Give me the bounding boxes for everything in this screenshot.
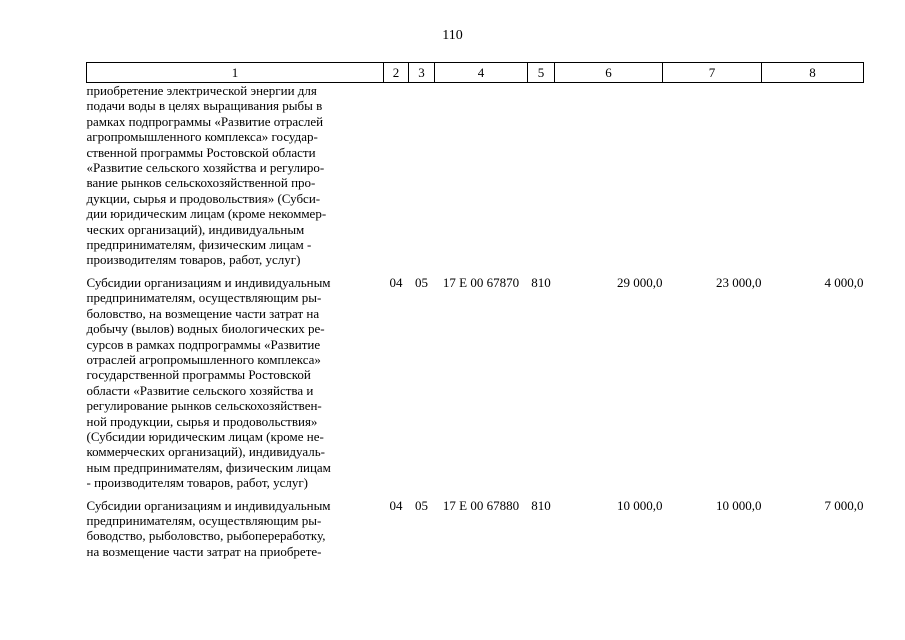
cell-subsection: 05 (415, 274, 428, 290)
header-row (87, 63, 864, 83)
table-row (87, 498, 864, 560)
description-line: добычу (вылов) водных биологических ре- (86, 321, 325, 337)
cell-amount-1: 10 000,0 (617, 497, 663, 513)
cell-expense-type: 810 (531, 497, 551, 513)
description-line: на возмещение части затрат на приобрете- (86, 543, 322, 559)
table-row (87, 275, 864, 491)
cell-section (384, 83, 409, 268)
row-gap (87, 491, 864, 498)
cell-amount-2 (663, 83, 762, 268)
description-line: регулирование рынков сельскохозяйствен- (86, 398, 322, 414)
cell-section: 04 (389, 274, 403, 290)
row-gap (87, 268, 864, 275)
cell-section: 04 (389, 497, 403, 513)
cell-expense-type (528, 83, 555, 268)
header-col-2: 2 (384, 63, 409, 83)
description-line: агропромышленного комплекса» государ- (86, 129, 318, 145)
description-line: «Развитие сельского хозяйства и регулиро- (86, 160, 325, 176)
cell-amount-3: 4 000,0 (824, 274, 864, 290)
cell-target-code: 17 Е 00 67870 (442, 274, 520, 290)
table-row (87, 83, 864, 268)
cell-subsection: 05 (415, 497, 428, 513)
cell-target-code (435, 83, 528, 268)
cell-amount-1: 29 000,0 (617, 274, 663, 290)
description-line: государственной программы Ростовской (86, 367, 311, 383)
header-col-7: 7 (663, 63, 762, 83)
header-col-5: 5 (528, 63, 555, 83)
description-line: предпринимателям, осуществляющим ры- (86, 512, 322, 528)
description-line: боловство, на возмещение части затрат на (86, 305, 320, 321)
description-line: отраслей агропромышленного комплекса» (86, 351, 321, 367)
row-description (87, 83, 384, 268)
description-line: ческих организаций), индивидуальным (86, 221, 305, 237)
description-line: предпринимателям, физическим лицам - (86, 237, 312, 253)
description-line: вание рынков сельскохозяйственной про- (86, 175, 316, 191)
description-line: ной продукции, сырья и продовольствия» (86, 413, 318, 429)
cell-expense-type: 810 (531, 274, 551, 290)
header-col-4: 4 (435, 63, 528, 83)
header-col-3: 3 (409, 63, 435, 83)
description-line: коммерческих организаций), индивидуаль- (86, 444, 326, 460)
cell-amount-2: 10 000,0 (716, 497, 762, 513)
cell-amount-3 (762, 83, 864, 268)
header-col-1: 1 (87, 63, 384, 83)
row-description (87, 275, 384, 491)
cell-target-code: 17 Е 00 67880 (442, 497, 520, 513)
cell-amount-3: 7 000,0 (824, 497, 864, 513)
header-col-6: 6 (555, 63, 663, 83)
description-line: ственной программы Ростовской области (86, 144, 316, 160)
page-number: 110 (442, 28, 463, 43)
description-line: области «Развитие сельского хозяйства и (86, 382, 314, 398)
description-line: предпринимателям, осуществляющим ры- (86, 290, 322, 306)
cell-subsection (409, 83, 435, 268)
description-line: - производителям товаров, работ, услуг) (86, 475, 308, 491)
cell-amount-1 (555, 83, 663, 268)
description-line: Субсидии организациям и индивидуальным (86, 497, 331, 513)
description-line: подачи воды в целях выращивания рыбы в (86, 98, 323, 114)
description-line: ным предпринимателям, физическим лицам (86, 459, 331, 475)
description-line: производителям товаров, работ, услуг) (86, 252, 301, 268)
budget-table (86, 62, 864, 559)
description-line: сурсов в рамках подпрограммы «Развитие (86, 336, 321, 352)
description-line: рамках подпрограммы «Развитие отраслей (86, 113, 324, 129)
description-line: дии юридическим лицам (кроме некоммер- (86, 206, 327, 222)
row-description (87, 498, 384, 560)
cell-amount-2: 23 000,0 (716, 274, 762, 290)
description-line: дукции, сырья и продовольствия» (Субси- (86, 190, 321, 206)
description-line: боводство, рыболовство, рыбопереработку, (86, 528, 326, 544)
description-line: приобретение электрической энергии для (86, 83, 317, 98)
header-col-8: 8 (762, 63, 864, 83)
description-line: (Субсидии юридическим лицам (кроме не- (86, 428, 324, 444)
description-line: Субсидии организациям и индивидуальным (86, 274, 331, 290)
